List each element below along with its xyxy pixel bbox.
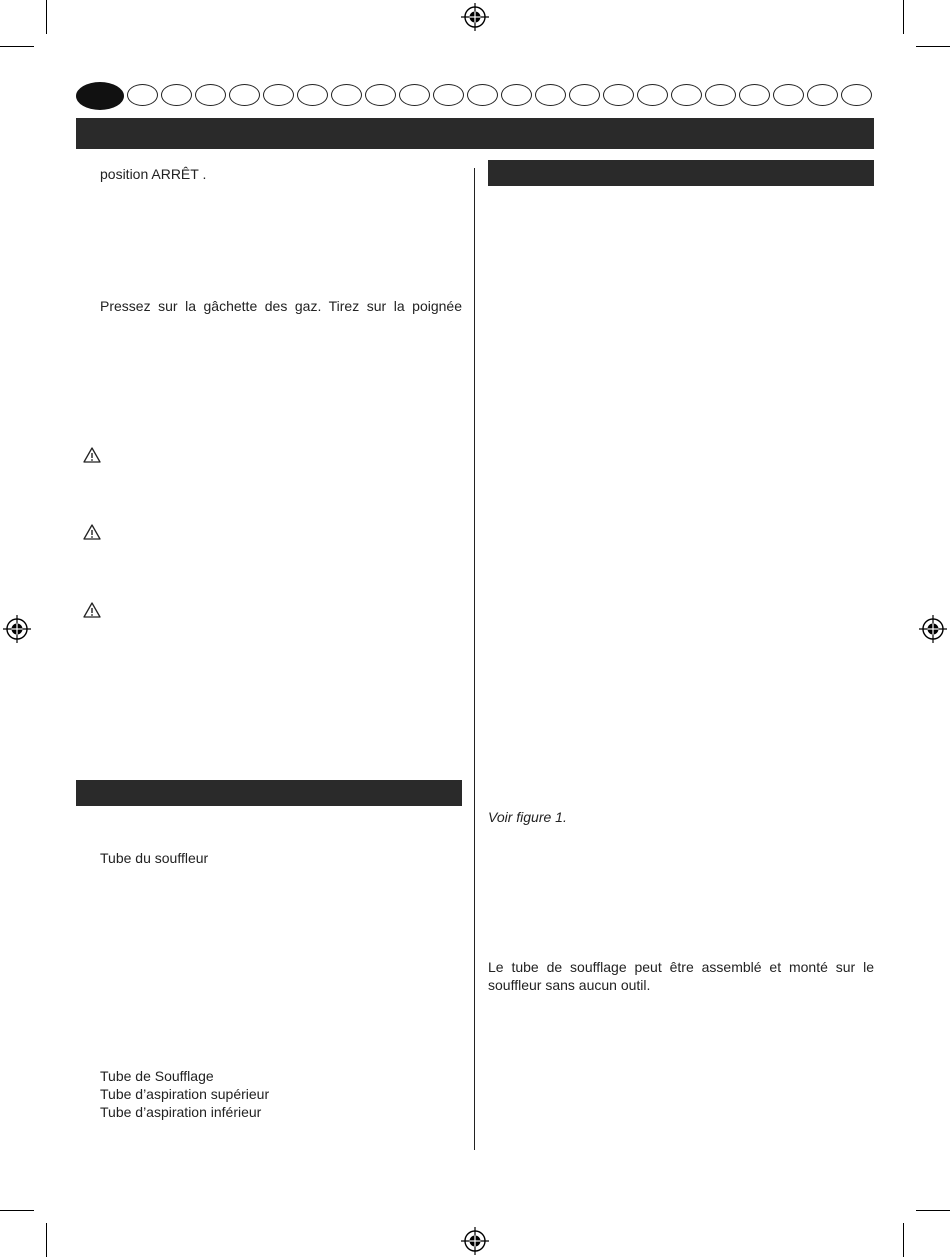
language-tab[interactable] — [773, 84, 804, 106]
language-tab[interactable] — [841, 84, 872, 106]
language-tab[interactable] — [127, 84, 158, 106]
language-tab[interactable] — [569, 84, 600, 106]
right-section-bar — [488, 160, 874, 186]
language-tab[interactable] — [739, 84, 770, 106]
crop-mark — [0, 1210, 34, 1211]
language-tab[interactable] — [705, 84, 736, 106]
language-tab[interactable] — [229, 84, 260, 106]
crop-mark — [916, 46, 950, 47]
language-tab-active[interactable] — [76, 82, 124, 110]
parts-intro-text: Tube du souffleur — [100, 850, 209, 866]
assembly-instruction-text: Le tube de soufflage peut être assemblé et monté sur le souffleur sans aucun outil. — [488, 959, 874, 993]
throttle-instruction-text: Pressez sur la gâchette des gaz. Tirez sur la poignée — [100, 298, 462, 314]
crop-mark — [46, 0, 47, 34]
warning-triangle-icon — [83, 447, 101, 463]
crop-mark — [46, 1223, 47, 1257]
language-tab[interactable] — [807, 84, 838, 106]
language-tab[interactable] — [365, 84, 396, 106]
language-tab[interactable] — [603, 84, 634, 106]
warning-triangle-icon — [83, 602, 101, 618]
column-divider — [474, 168, 475, 1150]
crop-mark — [903, 0, 904, 34]
crop-mark — [903, 1223, 904, 1257]
left-section-bar — [76, 780, 462, 806]
crop-mark — [916, 1210, 950, 1211]
registration-mark-icon — [460, 2, 490, 32]
language-tab[interactable] — [263, 84, 294, 106]
language-tab[interactable] — [399, 84, 430, 106]
language-tab[interactable] — [501, 84, 532, 106]
crop-mark — [0, 46, 34, 47]
parts-list-item: Tube d’aspiration inférieur — [100, 1104, 262, 1120]
language-tab[interactable] — [297, 84, 328, 106]
registration-mark-icon — [460, 1226, 490, 1256]
registration-mark-icon — [2, 614, 32, 644]
header-section-bar — [76, 118, 874, 149]
registration-mark-icon — [918, 614, 948, 644]
position-off-text: position ARRÊT . — [100, 166, 207, 182]
parts-list-item: Tube d’aspiration supérieur — [100, 1086, 270, 1102]
language-tab[interactable] — [161, 84, 192, 106]
language-tab[interactable] — [195, 84, 226, 106]
language-tab[interactable] — [331, 84, 362, 106]
language-tab[interactable] — [467, 84, 498, 106]
language-tab[interactable] — [433, 84, 464, 106]
language-tab-strip — [76, 82, 874, 110]
language-tab[interactable] — [637, 84, 668, 106]
warning-triangle-icon — [83, 524, 101, 540]
language-tab[interactable] — [671, 84, 702, 106]
parts-list-item: Tube de Soufflage — [100, 1068, 214, 1084]
figure-reference-text: Voir figure 1. — [488, 809, 567, 825]
language-tab[interactable] — [535, 84, 566, 106]
